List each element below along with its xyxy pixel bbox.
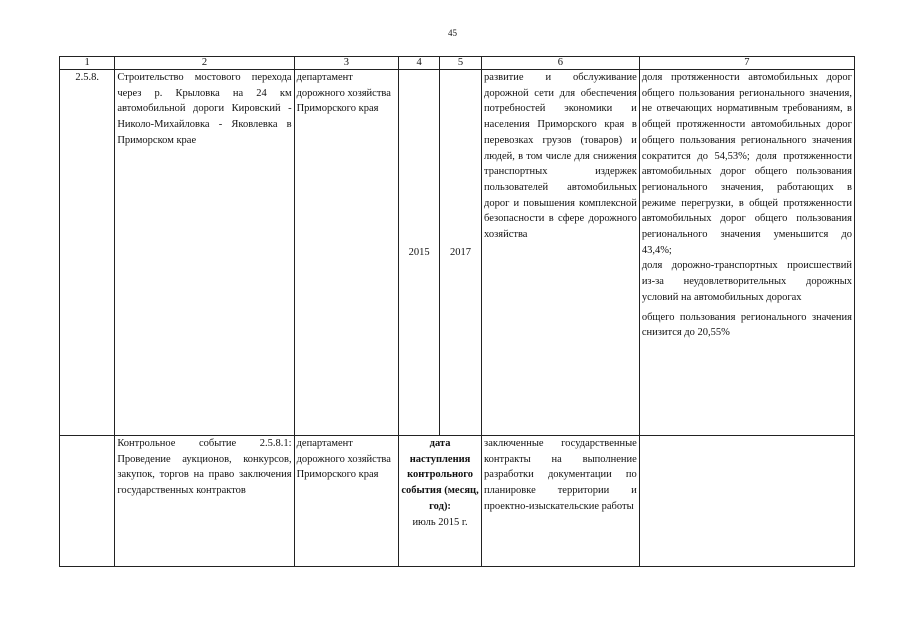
end-year: 2017	[440, 70, 482, 436]
control-event-date-label: дата наступления контрольного события (месяц, год):	[401, 438, 479, 512]
indicator-text-2: доля дорожно-транспортных происшествий из-за неудовлетворительных дорожных условий на автомобильных дорогах	[641, 260, 852, 303]
header-col-7: 7	[639, 57, 854, 70]
responsible-executor: департамент дорожного хозяйства Приморского края	[294, 70, 398, 436]
header-row	[60, 57, 855, 70]
table-row	[60, 436, 855, 567]
indicator-link	[639, 70, 854, 436]
control-event-name: Контрольное событие 2.5.8.1: Проведение аукционов, конкурсов, закупок, торгов на право заключения государственных контрактов	[115, 436, 294, 567]
header-col-5: 5	[440, 57, 482, 70]
table-row	[60, 70, 855, 436]
indicator-text-1: доля протяженности автомобильных дорог общего пользования регионального значения, не отвечающих нормативным требованиям, в общей протяженности автомобильных дорог общего пользования регионального значения сократится до 54,53%; доля протяженности автомобильных дорог общего пользования регионального значения, работающих в режиме перегрузки, в общей протяженности автомобильных дорог общего пользования регионального значения уменьшится до 43,4%;	[641, 72, 852, 256]
control-event-date-value: июль 2015 г.	[412, 516, 468, 528]
control-event-date	[399, 436, 482, 567]
control-event-indicator-empty	[639, 436, 854, 567]
control-event-executor: департамент дорожного хозяйства Приморского края	[294, 436, 398, 567]
measure-name: Строительство мостового перехода через р. Крыловка на 24 км автомобильной дороги Кировский - Николо-Михайловка - Яковлевка в Приморском крае	[115, 70, 294, 436]
control-event-result: заключенные государственные контракты на выполнение разработки документации по планировке территории и проектно-изыскательские работы	[482, 436, 640, 567]
indicator-text-3: общего пользования регионального значения снизится до 20,55%	[641, 311, 852, 339]
expected-result: развитие и обслуживание дорожной сети для обеспечения потребностей экономики и населения Приморского края в перевозках грузов (товаров) и людей, в том числе для снижения транспортных издержек пользователей автомобильных дорог и повышения комплексной безопасности в сфере дорожного хозяйства	[482, 70, 640, 436]
program-table	[59, 56, 855, 567]
header-col-2: 2	[115, 57, 294, 70]
row-number-empty	[60, 436, 115, 567]
page-number: 45	[448, 28, 457, 38]
start-year: 2015	[399, 70, 440, 436]
header-col-3: 3	[294, 57, 398, 70]
row-number: 2.5.8.	[60, 70, 115, 436]
header-col-4: 4	[399, 57, 440, 70]
header-col-6: 6	[482, 57, 640, 70]
header-col-1: 1	[60, 57, 115, 70]
